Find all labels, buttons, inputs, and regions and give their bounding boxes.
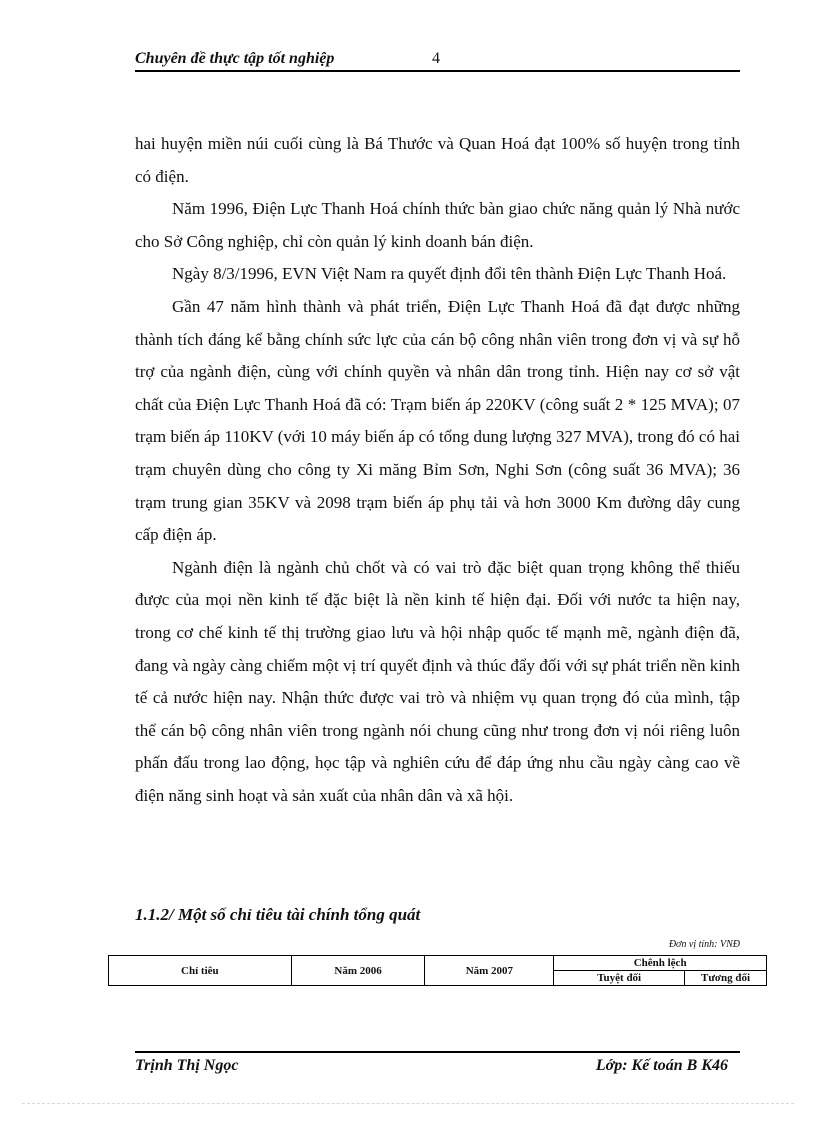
header-relative: Tương đối: [685, 971, 767, 986]
header-absolute: Tuyệt đối: [554, 971, 685, 986]
page-edge-divider: [22, 1103, 794, 1104]
paragraph-1: hai huyện miền núi cuối cùng là Bá Thước và Quan Hoá đạt 100% số huyện trong tỉnh có điện.: [135, 134, 740, 186]
header-indicator: Chỉ tiêu: [109, 956, 292, 986]
header-title: Chuyên đề thực tập tốt nghiệp: [135, 50, 335, 67]
financial-indicators-table: [108, 955, 767, 986]
header-year-2006: Năm 2006: [291, 956, 425, 986]
footer-author: Trịnh Thị Ngọc: [135, 1057, 239, 1074]
footer-class: Lớp: Kế toán B K46: [595, 1057, 728, 1074]
paragraph-5: Ngành điện là ngành chủ chốt và có vai trò đặc biệt quan trọng không thể thiếu được của mọi nền kinh tế đặc biệt là nền kinh tế hiện đại. Đối với nước ta hiện nay, trong cơ chế kinh tế thị trường giao lưu và hội nhập quốc tế mạnh mẽ, ngành điện đã, đang và ngày càng chiếm một vị trí quyết định và thúc đẩy đối với sự phát triển nền kinh tế cả nước hiện nay. Nhận thức được vai trò và nhiệm vụ quan trọng đó của mình, tập thể cán bộ công nhân viên trong ngành nói chung cũng như trong đơn vị nói riêng luôn phấn đấu trong lao động, học tập và nghiên cứu để đáp ứng nhu cầu ngày càng cao về điện năng sinh hoạt và sản xuất của nhân dân và xã hội.: [135, 557, 740, 805]
section-heading: 1.1.2/ Một số chỉ tiêu tài chính tổng quát: [135, 905, 421, 924]
table-header-row: [109, 956, 767, 971]
page-number: 4: [432, 50, 440, 67]
body-text: [135, 128, 740, 812]
paragraph-2: Năm 1996, Điện Lực Thanh Hoá chính thức bàn giao chức năng quản lý Nhà nước cho Sở Công nghiệp, chỉ còn quản lý kinh doanh bán điện.: [135, 199, 740, 251]
unit-note: Đơn vị tính: VNĐ: [668, 939, 740, 950]
page-header: [135, 48, 740, 72]
header-year-2007: Năm 2007: [425, 956, 554, 986]
paragraph-3: Ngày 8/3/1996, EVN Việt Nam ra quyết định đổi tên thành Điện Lực Thanh Hoá.: [172, 264, 727, 284]
header-difference: Chênh lệch: [554, 956, 767, 971]
paragraph-4: Gần 47 năm hình thành và phát triển, Điện Lực Thanh Hoá đã đạt được những thành tích đáng kể bằng chính sức lực của cán bộ công nhân viên trong đơn vị và sự hỗ trợ của ngành điện, cùng với chính quyền và nhân dân trong tỉnh. Hiện nay cơ sở vật chất của Điện Lực Thanh Hoá đã có: Trạm biến áp 220KV (công suất 2 * 125 MVA); 07 trạm biến áp 110KV (với 10 máy biến áp có tổng dung lượng 327 MVA), trong đó có hai trạm chuyên dùng cho công ty Xi măng Bỉm Sơn, Nghi Sơn (công suất 36 MVA); 36 trạm trung gian 35KV và 2098 trạm biến áp phụ tải và hơn 3000 Km đường dây cung cấp điện áp.: [135, 296, 740, 545]
page-footer: [135, 1051, 740, 1083]
